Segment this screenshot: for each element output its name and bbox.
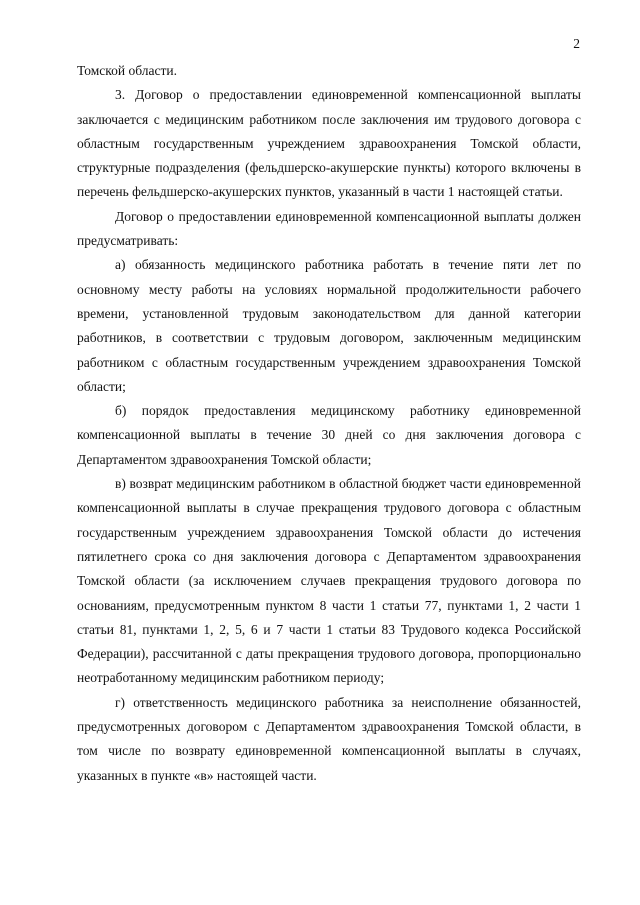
paragraph-subitem-b: б) порядок предоставления медицинскому работнику единовременной компенсационной выплаты в течение 30 дней со дня заключения договора с Департаментом здравоохранения Томской области;: [77, 403, 581, 467]
document-body: [77, 59, 581, 788]
paragraph-continuation: Томской области.: [77, 63, 177, 78]
paragraph-subitem-a: а) обязанность медицинского работника работать в течение пяти лет по основному месту работы на условиях нормальной продолжительности рабочего времени, установленной трудовым законодательством для данной категории работников, в соответствии с трудовым договором, заключенным медицинским работником с областным государственным учреждением здравоохранения Томской области;: [77, 257, 581, 394]
page-number: 2: [573, 36, 580, 51]
paragraph-subitem-g: г) ответственность медицинского работника за неисполнение обязанностей, предусмотренных договором с Департаментом здравоохранения Томской области, в том числе по возврату единовременной компенсационной выплаты в случаях, указанных в пункте «в» настоящей части.: [77, 694, 581, 783]
paragraph-subitem-v: в) возврат медицинским работником в областной бюджет части единовременной компенсационной выплаты в случае прекращения трудового договора с областным государственным учреждением здравоохранения Томской области до истечения пятилетнего срока со дня заключения договора с Департаментом здравоохранения Томской области (за исключением случаев прекращения трудового договора по основаниям, предусмотренным пунктом 8 части 1 статьи 77, пунктами 1, 2 части 1 статьи 81, пунктами 1, 2, 5, 6 и 7 части 1 статьи 83 Трудового кодекса Российской Федерации), рассчитанной с даты прекращения трудового договора, пропорционально неотработанному медицинским работником периоду;: [77, 476, 581, 686]
paragraph-contract-terms-intro: Договор о предоставлении единовременной компенсационной выплаты должен предусматривать:: [77, 208, 581, 249]
paragraph-item-3: 3. Договор о предоставлении единовременной компенсационной выплаты заключается с медицинским работником после заключения им трудового договора с областным государственным учреждением здравоохранения Томской области, структурные подразделения (фельдшерско-акушерские пункты) которого включены в перечень фельдшерско-акушерских пунктов, указанный в части 1 настоящей статьи.: [77, 87, 581, 200]
